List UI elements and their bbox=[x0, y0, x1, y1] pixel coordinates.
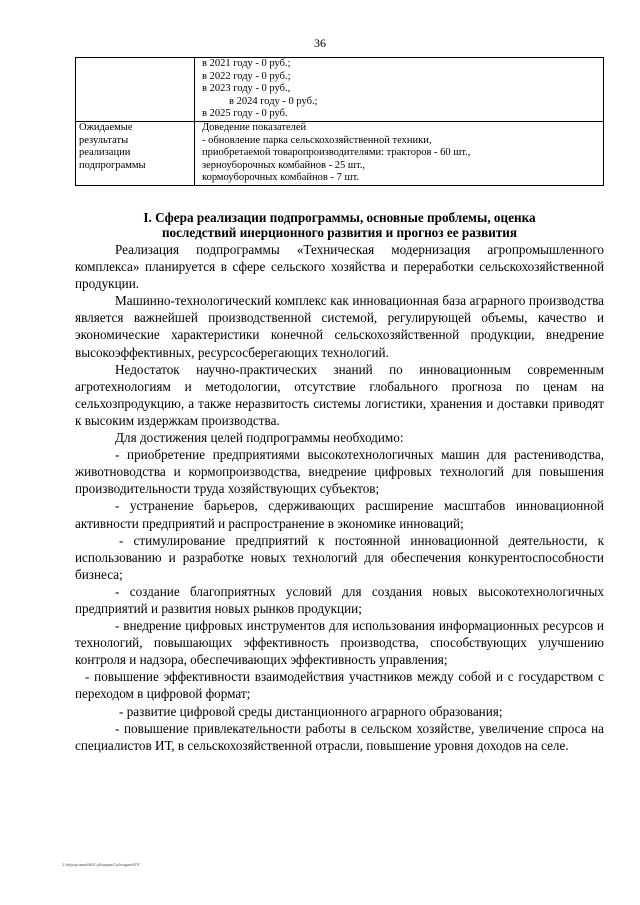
list-item: - повышение привлекательности работы в сельском хозяйстве, увеличение спроса на специалистов ИТ, в сельскохозяйственной отрасли, повышение уровня доходов на селе. bbox=[75, 720, 604, 753]
label-line: Ожидаемые bbox=[79, 121, 133, 133]
file-path-footer: Z:\Мусор\жки\ВВ\Субсидии\Субсидии\ЕПГ bbox=[62, 862, 141, 867]
result-line: Доведение показателей bbox=[202, 121, 307, 133]
list-item: - развитие цифровой среды дистанционного аграрного образования; bbox=[119, 703, 503, 719]
table-cell-label bbox=[76, 121, 195, 185]
funding-line: в 2022 году - 0 руб.; bbox=[202, 70, 291, 82]
label-line: реализации bbox=[79, 147, 131, 159]
list-item: - стимулирование предприятий к постоянной инновационной деятельности, к использованию и разработке новых технологий для обеспечения конкурентоспособности бизнеса; bbox=[75, 532, 604, 582]
subprogram-table bbox=[75, 57, 604, 186]
page-number: 36 bbox=[314, 36, 326, 50]
section-title bbox=[75, 210, 604, 240]
table-cell-funding bbox=[195, 58, 604, 122]
result-line: - обновление парка сельскохозяйственной техники, bbox=[202, 134, 432, 146]
funding-line: в 2023 году - 0 руб., bbox=[202, 83, 291, 95]
paragraph: Для достижения целей подпрограммы необходимо: bbox=[115, 430, 404, 446]
label-line: результаты bbox=[79, 134, 129, 146]
table-cell-results bbox=[195, 121, 604, 185]
paragraph: Машинно-технологический комплекс как инновационная база аграрного производства является важнейшей производственной системой, регулирующей объемы, качество и экономические характеристики конечной сельскохозяйственной продукции, внедрение высокоэффективных, ресурсосберегающих технологий. bbox=[75, 293, 604, 360]
list-item: - устранение барьеров, сдерживающих расширение масштабов инновационной активности предприятий и распространение в экономике инноваций; bbox=[75, 498, 604, 531]
list-item: - повышение эффективности взаимодействия участников между собой и с государством с переходом в цифровой формат; bbox=[75, 669, 604, 702]
section-title-line: I. Сфера реализации подпрограммы, основные проблемы, оценка bbox=[143, 210, 536, 225]
result-line: зерноуборочных комбайнов - 25 шт., bbox=[202, 159, 366, 171]
funding-line: в 2025 году - 0 руб. bbox=[202, 108, 288, 120]
funding-line: в 2021 году - 0 руб.; bbox=[202, 58, 291, 69]
section-title-line: последствий инерционного развития и прогноз ее развития bbox=[161, 225, 518, 240]
table-cell-label bbox=[76, 58, 195, 122]
list-item: - приобретение предприятиями высокотехнологичных машин для растениводства, животноводства и кормопроизводства, внедрение цифровых технологий для повышения производительности труда хозяйствующих субъектов; bbox=[75, 447, 604, 497]
label-line: подпрограммы bbox=[79, 159, 146, 171]
table-row bbox=[76, 58, 604, 122]
paragraph: Недостаток научно-практических знаний по инновационным современным агротехнологиям и методологии, отсутствие глобального прогноза по ценам на сельхозпродукцию, а также неразвитость системы логистики, хранения и доставки приводят к высоким издержкам производства. bbox=[75, 361, 604, 428]
funding-line: в 2024 году - 0 руб.; bbox=[229, 95, 318, 107]
paragraph: Реализация подпрограммы «Техническая модернизация агропромышленного комплекса» планируется в сфере сельского хозяйства и переработки сельскохозяйственной продукции. bbox=[75, 242, 604, 292]
table-row bbox=[76, 121, 604, 185]
list-item: - создание благоприятных условий для создания новых высокотехнологичных предприятий и развития новых рынков продукции; bbox=[75, 583, 604, 616]
body-text bbox=[75, 241, 604, 754]
result-line: кормоуборочных комбайнов - 7 шт. bbox=[202, 172, 360, 184]
list-item: - внедрение цифровых инструментов для использования информационных ресурсов и технологий, повышающих эффективность производства, способствующих улучшению контроля и надзора, обеспечивающих эффективность управления; bbox=[75, 618, 604, 668]
result-line: приобретаемой товаропроизводителями: тракторов - 60 шт., bbox=[202, 147, 471, 159]
